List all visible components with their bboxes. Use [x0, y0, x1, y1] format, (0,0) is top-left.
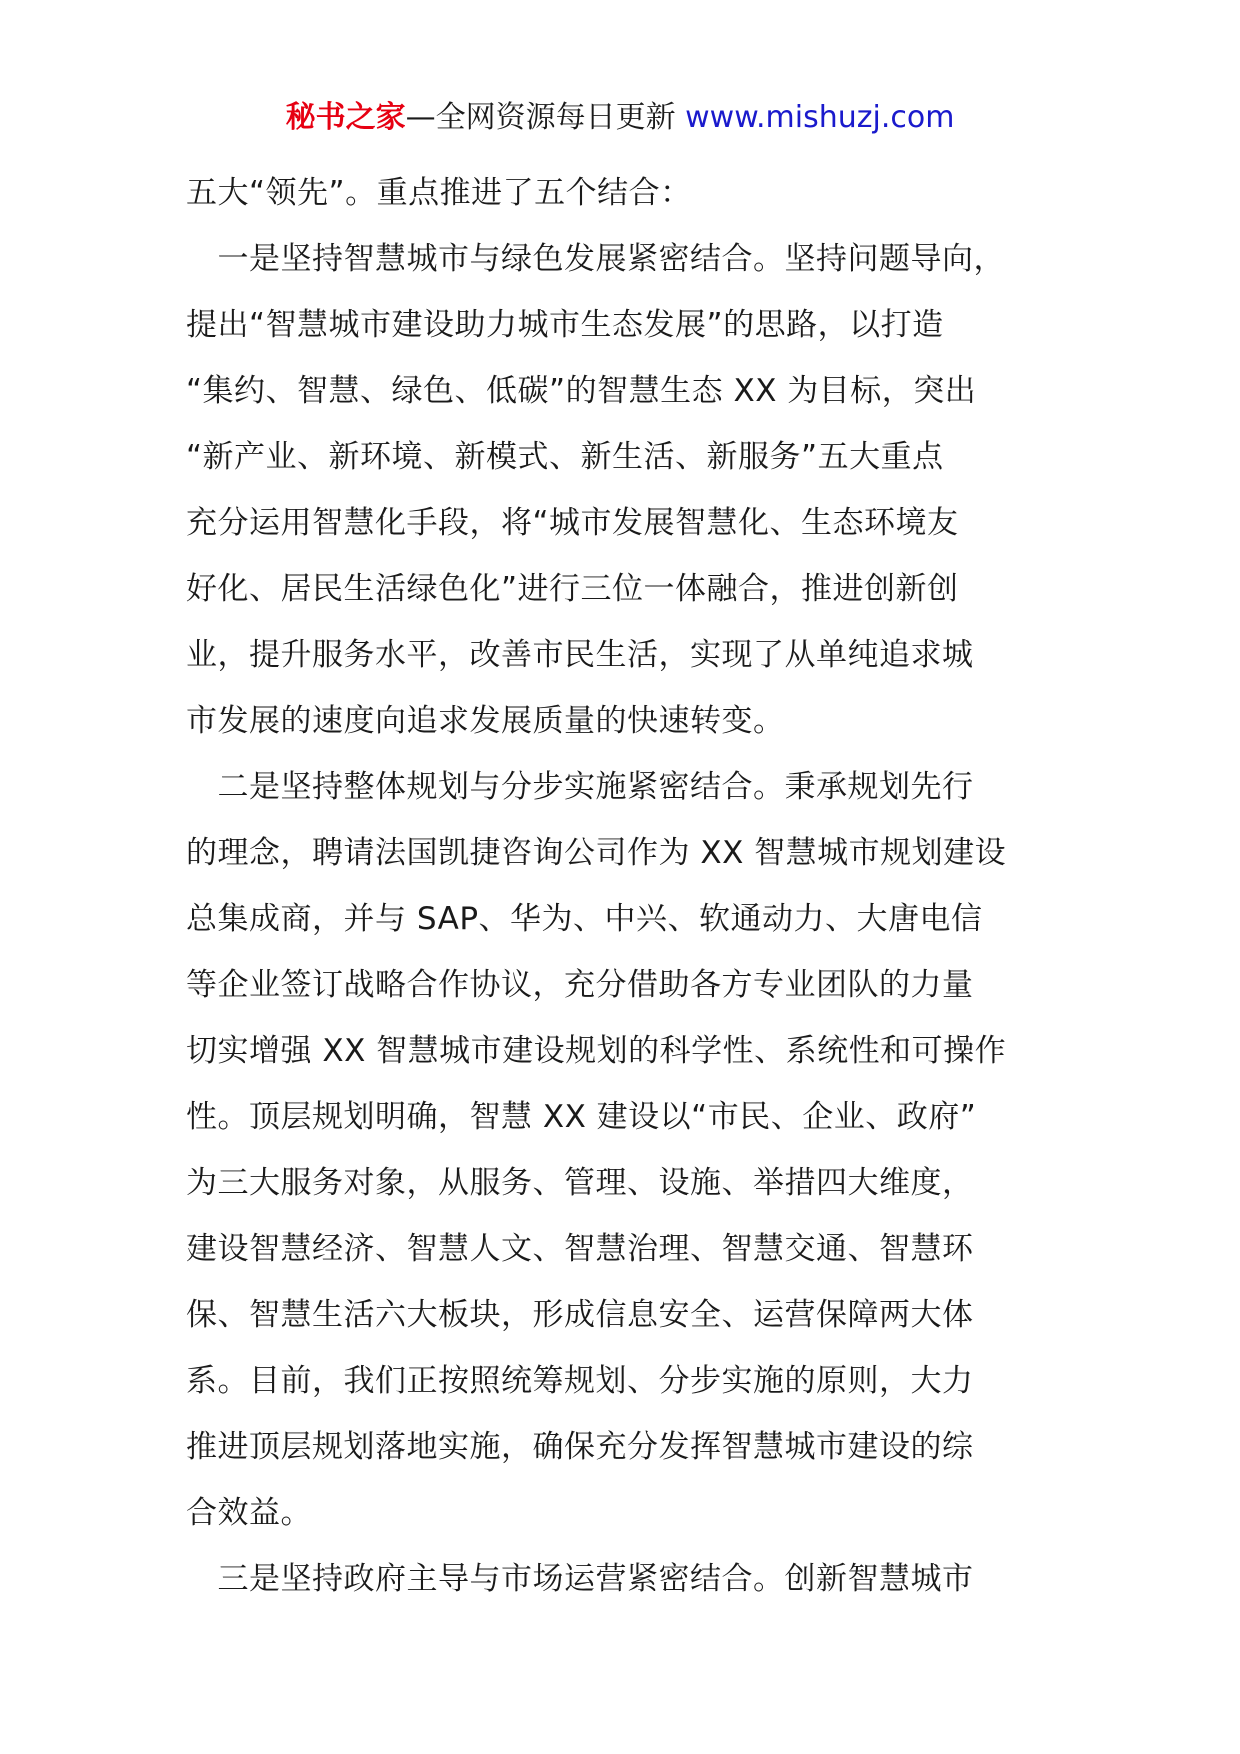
header-tagline: —全网资源每日更新 — [405, 100, 686, 135]
text-line: 总集成商，并与 SAP、华为、中兴、软通动力、大唐电信 — [186, 901, 983, 937]
text-line: “新产业、新环境、新模式、新生活、新服务”五大重点 — [186, 439, 944, 475]
text-line: 切实增强 XX 智慧城市建设规划的科学性、系统性和可操作 — [186, 1033, 1007, 1069]
text-line: 的理念，聘请法国凯捷咨询公司作为 XX 智慧城市规划建设 — [186, 835, 1007, 871]
text-line: 市发展的速度向追求发展质量的快速转变。 — [186, 703, 785, 739]
text-line: 业，提升服务水平，改善市民生活，实现了从单纯追求城 — [186, 637, 974, 673]
text-line: 一是坚持智慧城市与绿色发展紧密结合。坚持问题导向， — [186, 241, 1005, 277]
text-line: 系。目前，我们正按照统筹规划、分步实施的原则，大力 — [186, 1363, 974, 1399]
text-line: 等企业签订战略合作协议，充分借助各方专业团队的力量 — [186, 967, 974, 1003]
brand-name: 秘书之家 — [285, 100, 406, 135]
text-line: 性。顶层规划明确，智慧 XX 建设以“市民、企业、政府” — [186, 1099, 977, 1135]
text-line: 五大“领先”。重点推进了五个结合： — [186, 175, 692, 211]
document-body — [186, 160, 1086, 1612]
site-url-link[interactable]: www.mishuzj.com — [685, 100, 955, 135]
text-line: “集约、智慧、绿色、低碳”的智慧生态 XX 为目标，突出 — [186, 373, 977, 409]
text-line: 提出“智慧城市建设助力城市生态发展”的思路，以打造 — [186, 307, 944, 343]
site-header — [0, 98, 1240, 138]
text-line: 保、智慧生活六大板块，形成信息安全、运营保障两大体 — [186, 1297, 974, 1333]
text-line: 好化、居民生活绿色化”进行三位一体融合，推进创新创 — [186, 571, 959, 607]
text-line: 三是坚持政府主导与市场运营紧密结合。创新智慧城市 — [186, 1561, 974, 1597]
text-line: 二是坚持整体规划与分步实施紧密结合。秉承规划先行 — [186, 769, 974, 805]
text-line: 为三大服务对象，从服务、管理、设施、举措四大维度， — [186, 1165, 974, 1201]
text-line: 充分运用智慧化手段，将“城市发展智慧化、生态环境友 — [186, 505, 959, 541]
text-line: 合效益。 — [186, 1495, 312, 1531]
text-line: 推进顶层规划落地实施，确保充分发挥智慧城市建设的综 — [186, 1429, 974, 1465]
text-line: 建设智慧经济、智慧人文、智慧治理、智慧交通、智慧环 — [186, 1231, 974, 1267]
